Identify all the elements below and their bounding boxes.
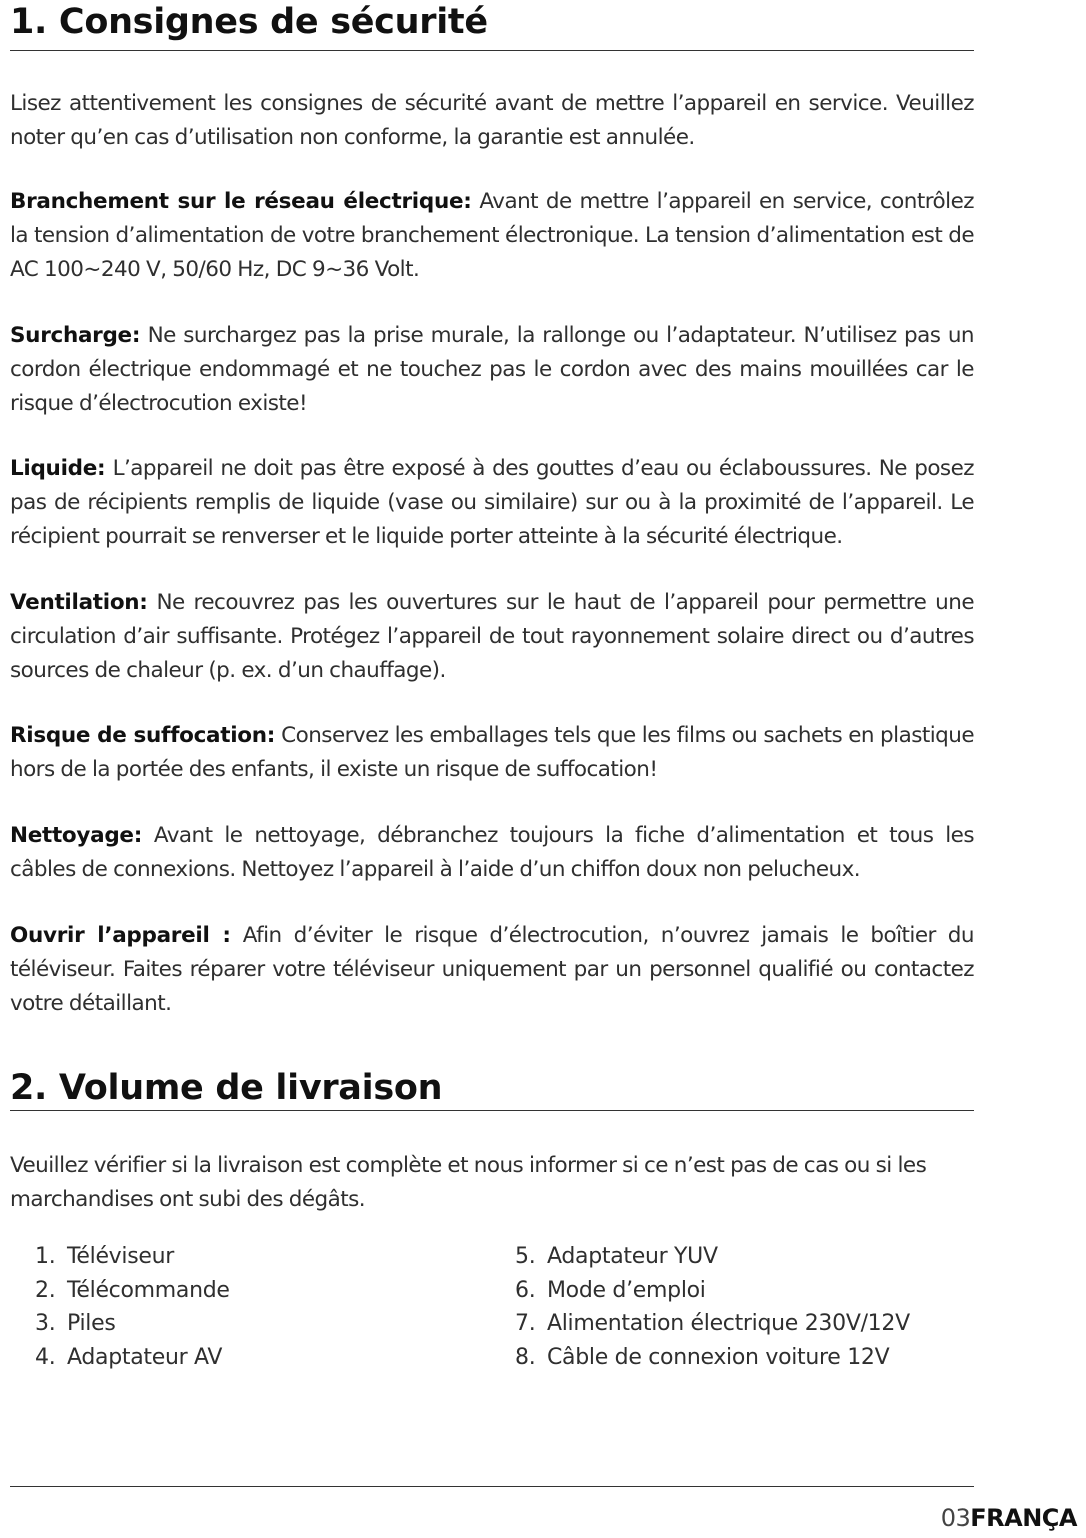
safety-text: Ne surchargez pas la prise murale, la rallonge ou l’adaptateur. N’utilisez pas un cordon électrique endommagé et ne touchez pas le cordon avec des mains mouillées car le risque d’électrocution existe!: [10, 323, 974, 416]
footer-rule: [10, 1486, 974, 1487]
safety-item-cleaning: [10, 819, 974, 887]
safety-text: Avant le nettoyage, débranchez toujours la fiche d’alimentation et tous les câbles de connexions. Nettoyez l’appareil à l’aide d’un chiffon doux non pelucheux.: [10, 823, 974, 882]
footer-language: FRANÇA: [970, 1504, 1077, 1532]
delivery-intro-paragraph: Veuillez vérifier si la livraison est complète et nous informer si ce n’est pas de cas ou si les marchandises ont subi des dégâts.: [10, 1153, 927, 1212]
safety-item-suffocation: [10, 719, 974, 787]
safety-heading: Nettoyage:: [10, 823, 142, 848]
safety-text: L’appareil ne doit pas être exposé à des gouttes d’eau ou éclaboussures. Ne posez pas de récipients remplis de liquide (vase ou similaire) sur ou à la proximité de l’appareil. Le récipient pourrait se renverser et le liquide porter atteinte à la sécurité électrique.: [10, 456, 974, 549]
safety-text: Conservez les emballages tels que les films ou sachets en plastique hors de la portée des enfants, il existe un risque de suffocation!: [10, 723, 974, 782]
safety-heading: Risque de suffocation:: [10, 723, 276, 748]
safety-item-ventilation: [10, 586, 974, 688]
delivery-list-right: [515, 1240, 955, 1374]
safety-heading: Ouvrir l’appareil :: [10, 923, 231, 948]
safety-heading: Branchement sur le réseau électrique:: [10, 189, 472, 214]
list-item: 8. Câble de connexion voiture 12V: [515, 1344, 890, 1370]
page-footer: [941, 1500, 1077, 1536]
list-item: 7. Alimentation électrique 230V/12V: [515, 1311, 910, 1336]
safety-text: Ne recouvrez pas les ouvertures sur le haut de l’appareil pour permettre une circulation d’air suffisante. Protégez l’appareil de tout rayonnement solaire direct ou d’autres sources de chaleur (p. ex. d’un chauffage).: [10, 590, 974, 683]
safety-text: Avant de mettre l’appareil en service, contrôlez la tension d’alimentation de votre branchement électronique. La tension d’alimentation est de AC 100~240 V, 50/60 Hz, DC 9~36 Volt.: [10, 189, 974, 282]
list-item: 4. Adaptateur AV: [35, 1344, 223, 1370]
section-1-intro: [10, 87, 974, 155]
section-1-header: [10, 2, 974, 42]
safety-item-opening: [10, 919, 974, 1021]
delivery-list-left: [35, 1240, 475, 1374]
list-item: 1. Téléviseur: [35, 1244, 175, 1269]
safety-item-power: [10, 185, 974, 287]
section-2-intro: [10, 1149, 974, 1217]
safety-item-overload: [10, 319, 974, 421]
intro-paragraph: Lisez attentivement les consignes de sécurité avant de mettre l’appareil en service. Veuillez noter qu’en cas d’utilisation non conforme, la garantie est annulée.: [10, 91, 974, 150]
safety-heading: Liquide:: [10, 456, 106, 481]
safety-heading: Ventilation:: [10, 590, 148, 615]
list-item: 6. Mode d’emploi: [515, 1277, 706, 1303]
list-item: 5. Adaptateur YUV: [515, 1244, 718, 1269]
section-2-rule: [10, 1110, 974, 1111]
list-item: 3. Piles: [35, 1311, 116, 1336]
safety-item-liquid: [10, 452, 974, 554]
section-2-title: 2. Volume de livraison: [10, 1068, 443, 1108]
safety-text: Afin d’éviter le risque d’électrocution, n’ouvrez jamais le boîtier du téléviseur. Faites réparer votre téléviseur uniquement par un personnel qualifié ou contactez votre détaillant.: [10, 923, 974, 1016]
section-2-header: [10, 1068, 974, 1108]
page-number: 03: [940, 1504, 971, 1532]
section-1-rule: [10, 50, 974, 51]
safety-heading: Surcharge:: [10, 323, 141, 348]
list-item: 2. Télécommande: [35, 1277, 230, 1303]
section-1-title: 1. Consignes de sécurité: [10, 2, 488, 42]
